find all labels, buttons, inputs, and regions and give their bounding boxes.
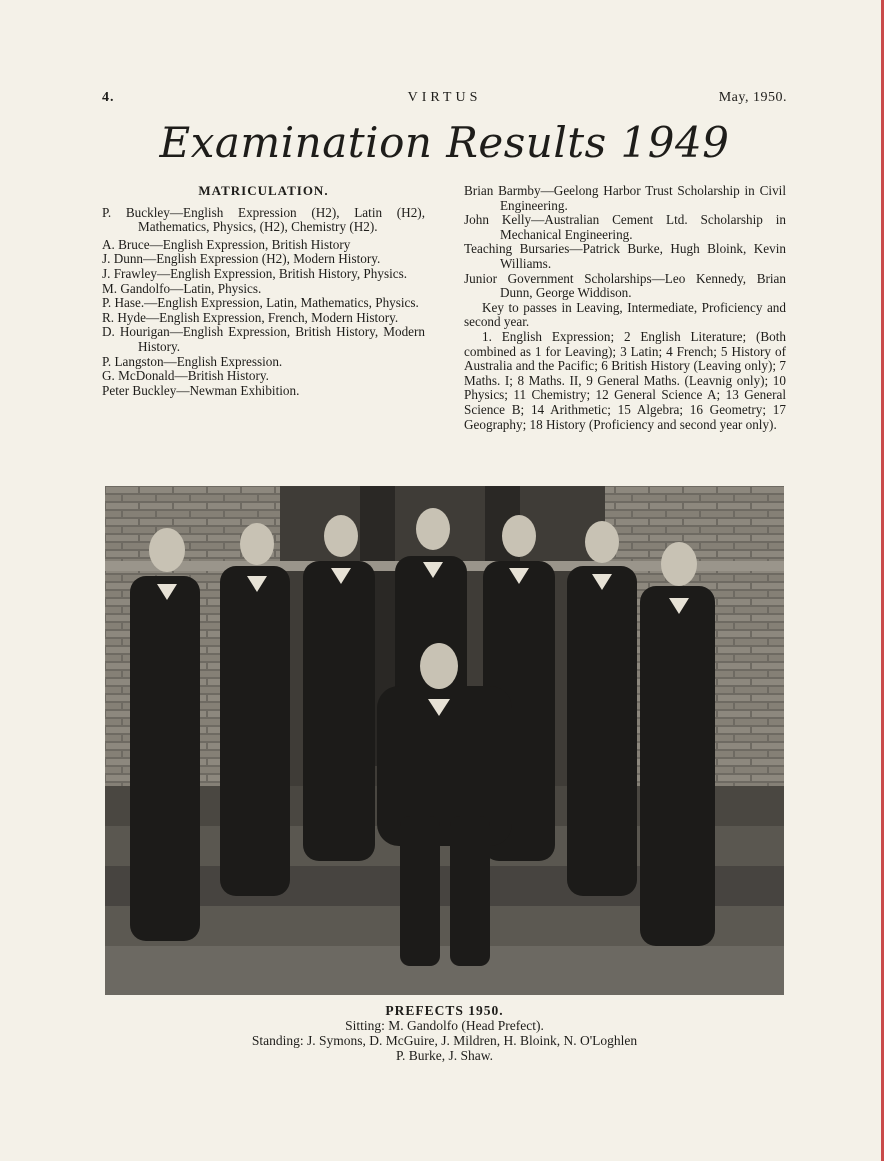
result-entry: J. Frawley—English Expression, British History, Physics. [102, 265, 408, 281]
scholarship-entry: Teaching Bursaries—Patrick Burke, Hugh Bloink, Kevin Williams. [464, 241, 786, 271]
issue-date: May, 1950. [718, 90, 787, 105]
scholarship-entry: Junior Government Scholarships—Leo Kennedy, Brian Dunn, George Widdison. [464, 270, 786, 301]
scholarship-entry: Brian Barmby—Geelong Harbor Trust Scholarship in Civil Engineering. [464, 183, 786, 213]
result-entry: G. McDonald—British History. [102, 368, 269, 384]
page-number: 4. [102, 90, 115, 105]
result-entry: M. Gandolfo—Latin, Physics. [102, 280, 262, 296]
result-entry: P. Buckley—English Expression (H2), Latin (H2), Mathematics, Physics, (H2), Chemistry (H2). [102, 204, 425, 235]
caption-standing: Standing: J. Symons, D. McGuire, J. Mildren, H. Bloink, N. O'Loghlen [251, 1033, 638, 1048]
prefects-photo [105, 486, 784, 995]
scholarships-column [464, 184, 786, 432]
result-entry: P. Hase.—English Expression, Latin, Mathematics, Physics. [102, 295, 419, 311]
matriculation-heading: MATRICULATION. [198, 183, 329, 198]
caption-sitting: Sitting: M. Gandolfo (Head Prefect). [345, 1018, 544, 1033]
magazine-name: VIRTUS [407, 90, 482, 105]
result-entry: R. Hyde—English Expression, French, Modern History. [102, 309, 399, 325]
result-entry: J. Dunn—English Expression (H2), Modern History. [102, 251, 381, 267]
key-intro: Key to passes in Leaving, Intermediate, Proficiency and second year. [464, 299, 786, 330]
photo-caption [102, 1003, 787, 1063]
scholarship-entry: John Kelly—Australian Cement Ltd. Scholarship in Mechanical Engineering. [464, 212, 786, 242]
result-entry: Peter Buckley—Newman Exhibition. [102, 382, 300, 398]
matriculation-column [102, 184, 425, 398]
page-title: Examination Results 1949 [159, 118, 730, 167]
result-entry: P. Langston—English Expression. [102, 353, 283, 369]
result-entry: D. Hourigan—English Expression, British History, Modern History. [102, 324, 425, 354]
caption-title: PREFECTS 1950. [385, 1003, 504, 1018]
page-header [102, 90, 787, 110]
key-list: 1. English Expression; 2 English Literature; (Both combined as 1 for Leaving); 3 Latin; 4 French; 5 History of Australia and the Pacific; 6 British History (Leaving only); 7 Maths. I; 8 Maths. II, 9 General Maths. (Leavnig only); 10 Physics; 11 Chemistry; 12 General Science A; 13 General Science B; 14 Arithmetic; 15 Algebra; 16 Geometry; 17 Geography; 18 History (Proficiency and second year only). [464, 328, 786, 432]
result-entry: A. Bruce—English Expression, British History [102, 236, 351, 252]
caption-standing-cont: P. Burke, J. Shaw. [395, 1048, 493, 1063]
